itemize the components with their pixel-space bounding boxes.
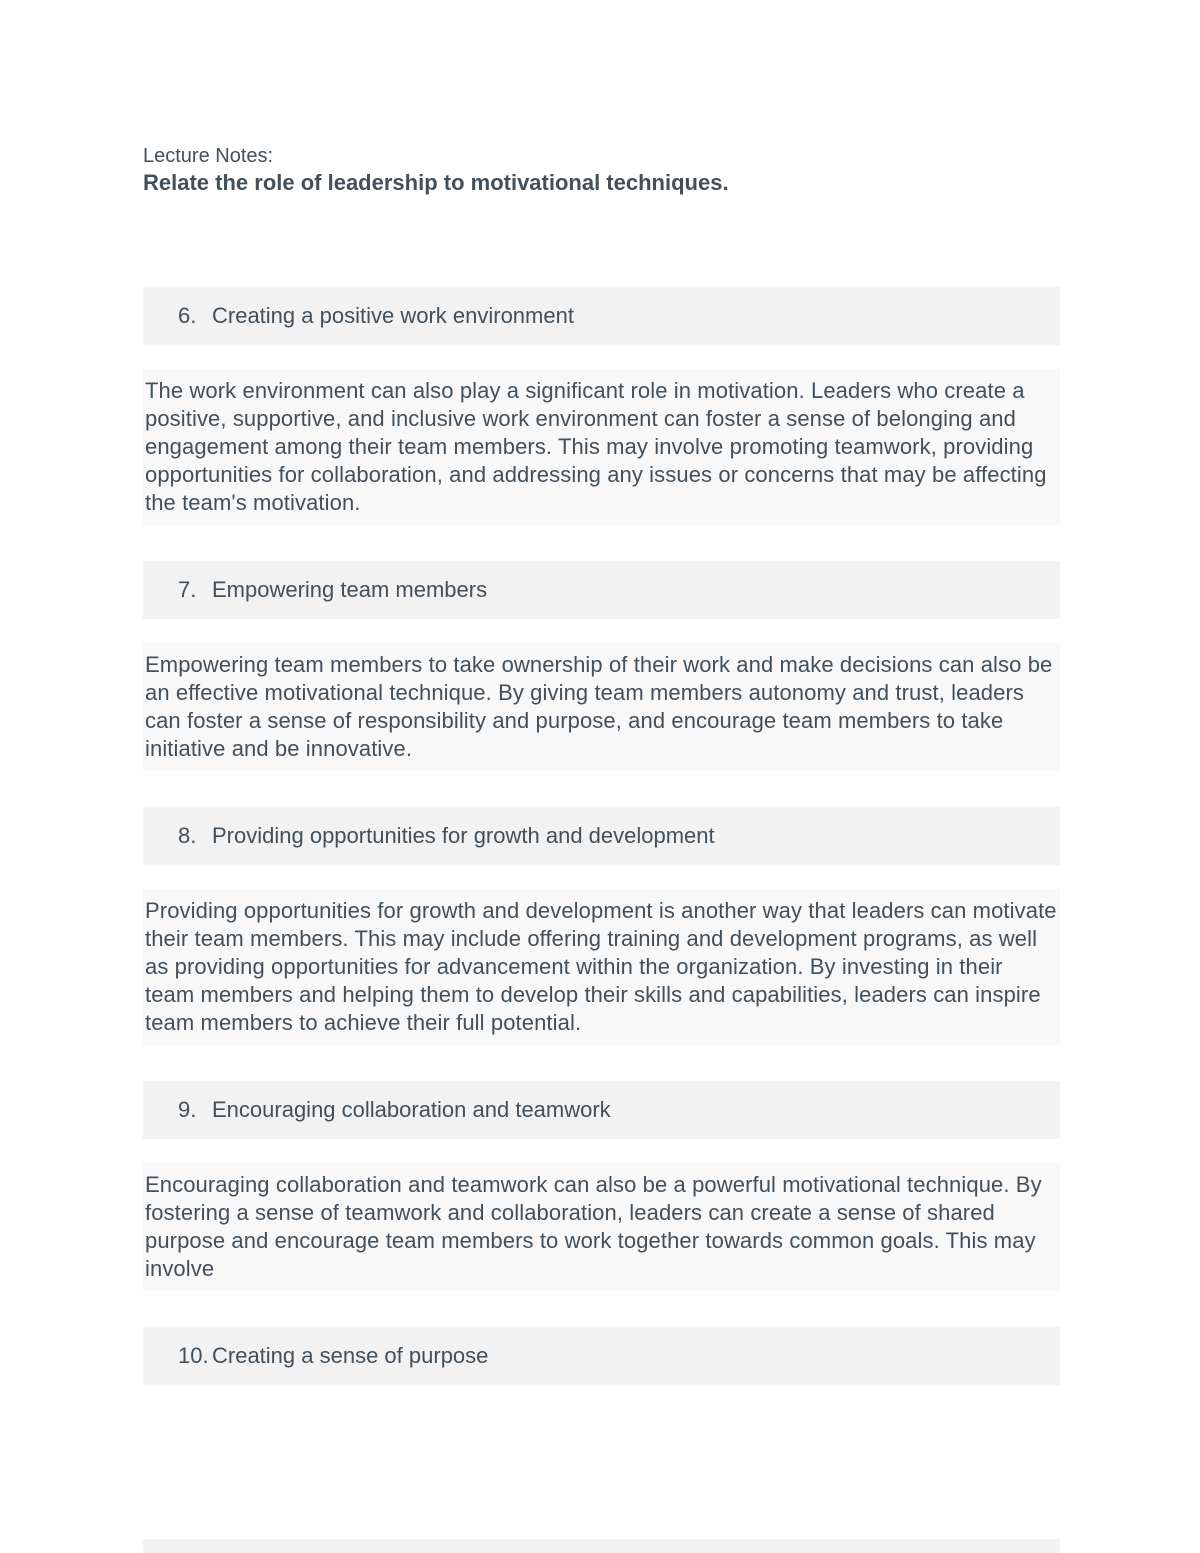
section-number: 6. [178,303,197,328]
section-heading [143,1081,1060,1139]
section-number: 9. [178,1097,197,1122]
section-body: The work environment can also play a significant role in motivation. Leaders who create a positive, supportive, and inclusive work environment can foster a sense of belonging and engagement among their team members. This may involve promoting teamwork, providing opportunities for collaboration, and addressing any issues or concerns that may be affecting the team's motivation. [143,369,1060,525]
section-heading-text: Providing opportunities for growth and development [212,823,715,848]
section-6 [143,287,1060,525]
section-body: Empowering team members to take ownership of their work and make decisions can also be an effective motivational technique. By giving team members autonomy and trust, leaders can foster a sense of responsibility and purpose, and encourage team members to take initiative and be innovative. [143,643,1060,771]
section-heading [143,1327,1060,1385]
next-block-cutoff [143,1539,1060,1553]
section-number: 10. [178,1343,209,1368]
section-7 [143,561,1060,771]
section-heading [143,807,1060,865]
section-8 [143,807,1060,1045]
section-9 [143,1081,1060,1291]
section-10 [143,1327,1060,1385]
section-number: 7. [178,577,197,602]
section-heading [143,287,1060,345]
section-heading-text: Empowering team members [212,577,488,602]
section-heading-text: Creating a sense of purpose [212,1343,489,1368]
page-title: Relate the role of leadership to motivational techniques. [143,170,729,195]
section-body: Encouraging collaboration and teamwork can also be a powerful motivational technique. By fostering a sense of teamwork and collaboration, leaders can create a sense of shared purpose and encourage team members to work together towards common goals. This may involve [143,1163,1060,1291]
document-page [143,0,1060,1385]
section-heading [143,561,1060,619]
section-heading-text: Creating a positive work environment [212,303,574,328]
section-body: Providing opportunities for growth and development is another way that leaders can motivate their team members. This may include offering training and development programs, as well as providing opportunities for advancement within the organization. By investing in their team members and helping them to develop their skills and capabilities, leaders can inspire team members to achieve their full potential. [143,889,1060,1045]
section-number: 8. [178,823,197,848]
lecture-notes-label: Lecture Notes: [143,145,274,167]
section-heading-text: Encouraging collaboration and teamwork [212,1097,611,1122]
